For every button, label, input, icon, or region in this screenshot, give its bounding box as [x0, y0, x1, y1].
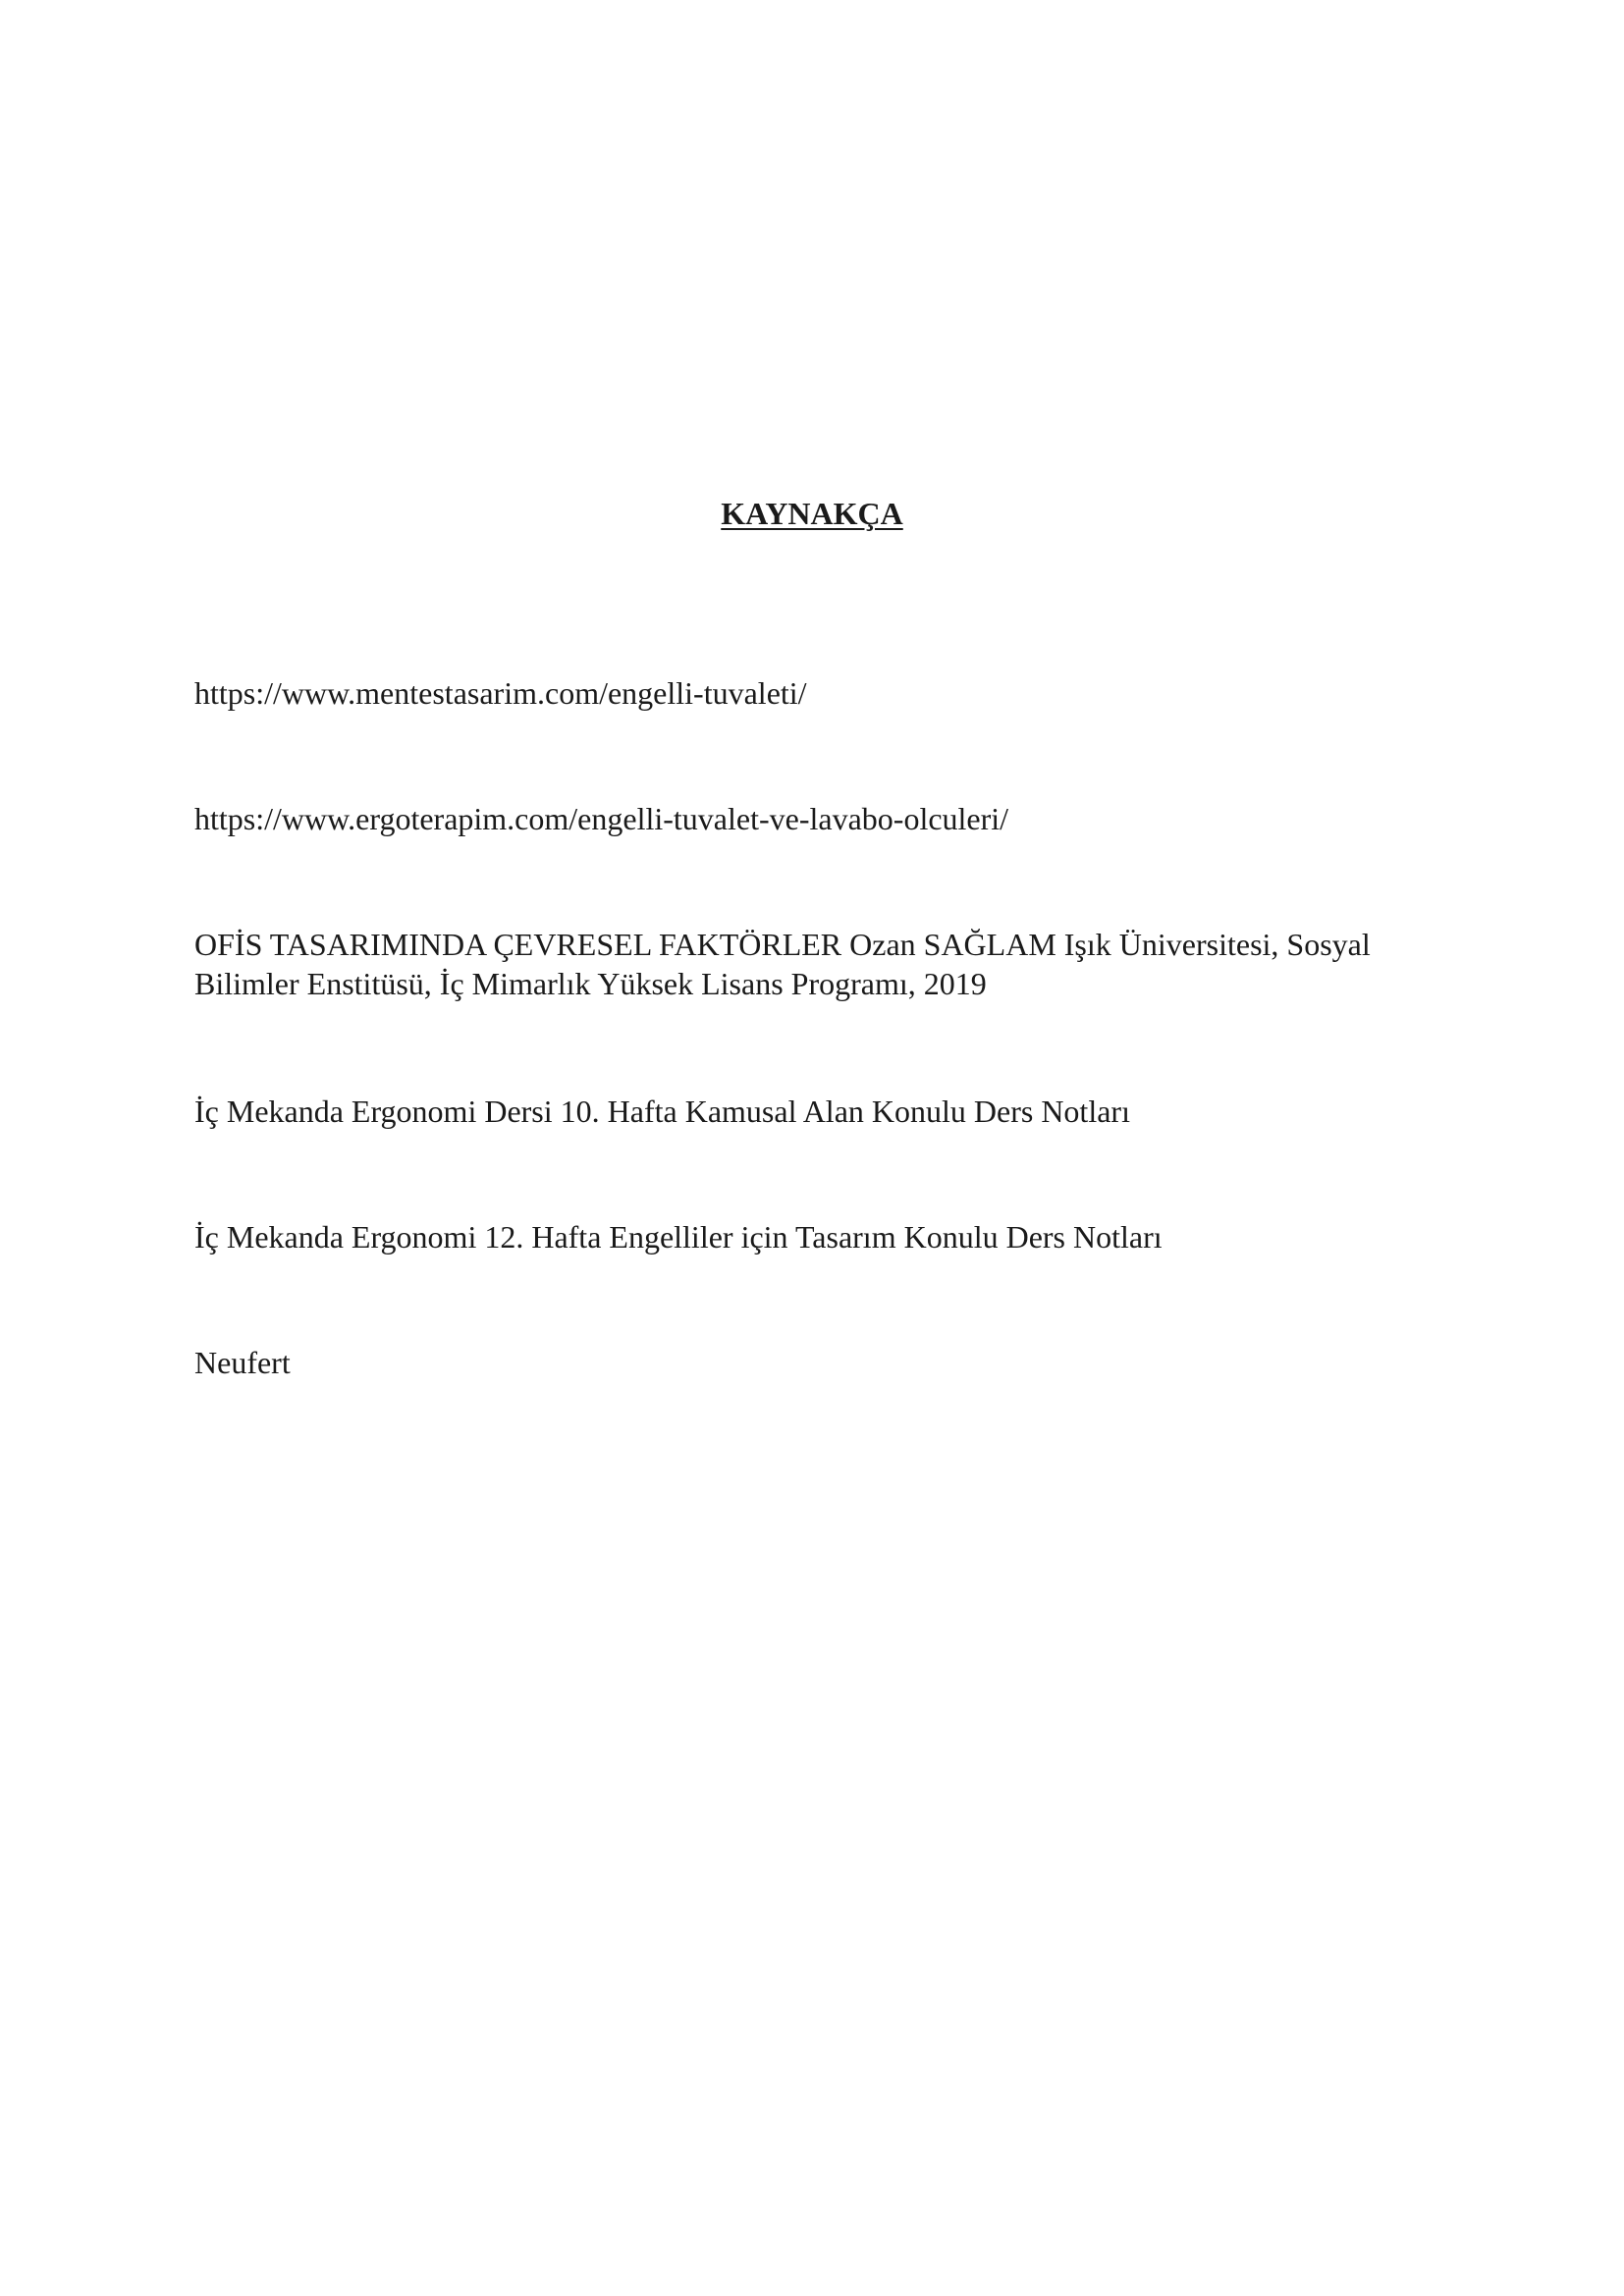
reference-text: İç Mekanda Ergonomi 12. Hafta Engelliler için Tasarım Konulu Ders Notları — [194, 1219, 1163, 1255]
reference-entry-5 — [194, 1217, 1471, 1256]
reference-text: https://www.mentestasarim.com/engelli-tuvaleti/ — [194, 675, 807, 711]
reference-text-line-2: Bilimler Enstitüsü, İç Mimarlık Yüksek Lisans Programı, 2019 — [194, 966, 987, 1001]
page-title: KAYNAKÇA — [721, 496, 903, 531]
reference-entry-3 — [194, 925, 1471, 1003]
reference-entry-2 — [194, 799, 1471, 838]
reference-text-line-1: OFİS TASARIMINDA ÇEVRESEL FAKTÖRLER Ozan SAĞLAM Işık Üniversitesi, Sosyal — [194, 927, 1371, 962]
reference-text: Neufert — [194, 1345, 291, 1380]
reference-entry-1 — [194, 673, 1471, 713]
reference-entry-6 — [194, 1343, 1471, 1382]
reference-entry-4 — [194, 1092, 1471, 1131]
reference-text: İç Mekanda Ergonomi Dersi 10. Hafta Kamusal Alan Konulu Ders Notları — [194, 1094, 1130, 1129]
reference-text: https://www.ergoterapim.com/engelli-tuvalet-ve-lavabo-olculeri/ — [194, 801, 1009, 836]
